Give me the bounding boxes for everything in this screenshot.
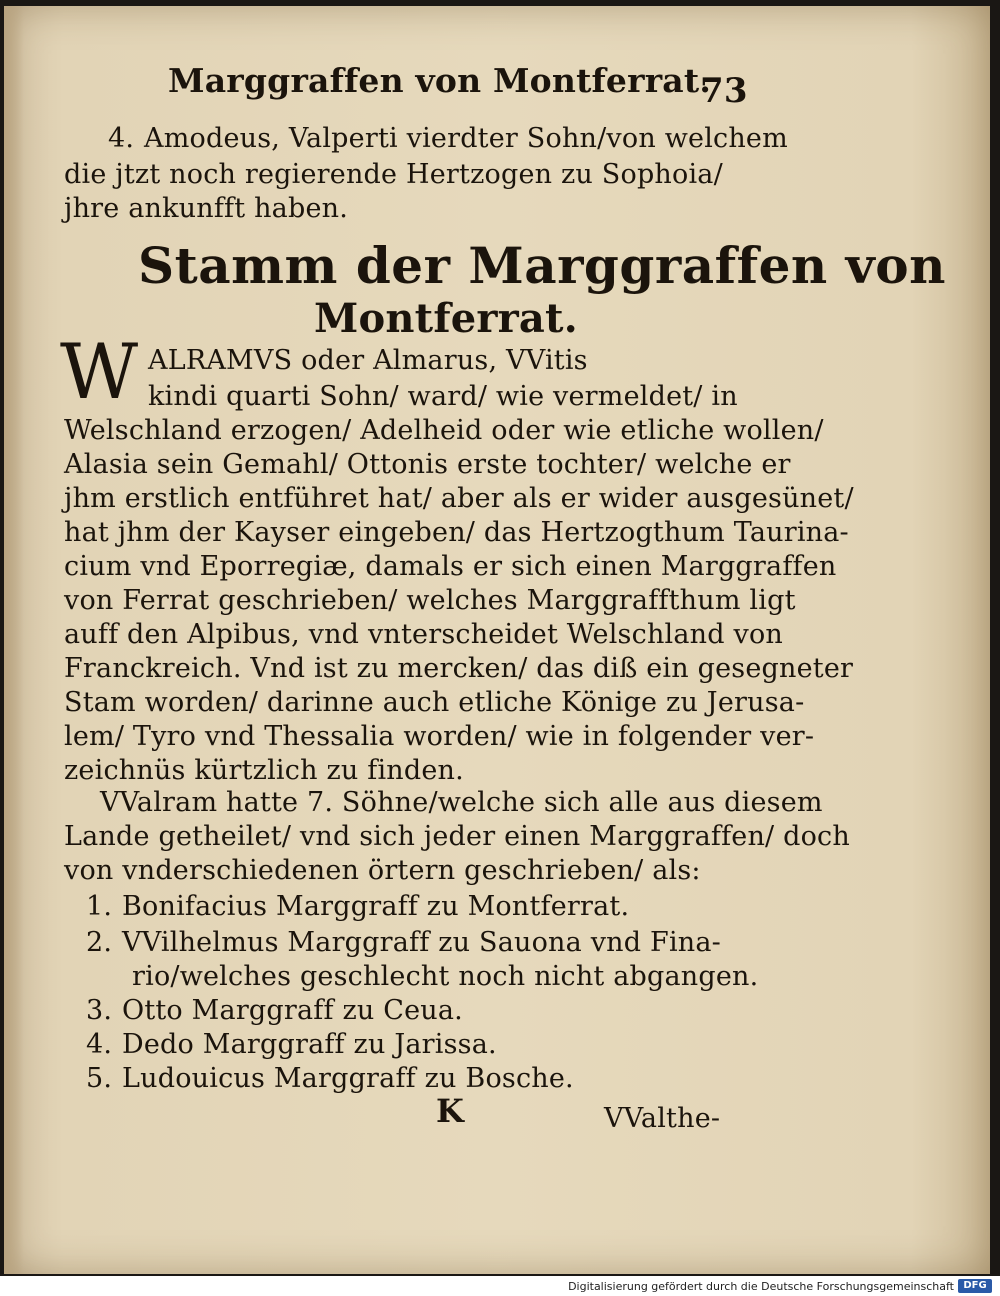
list-item <box>86 926 721 960</box>
paragraph-line: Welschland erzogen/ Adelheid oder wie etliche wollen/ <box>64 415 824 446</box>
list-item-text: VVilhelmus Marggraff zu Sauona vnd Fina- <box>122 927 722 958</box>
paragraph-line: cium vnd Eporregiæ, damals er sich einen Marggraffen <box>64 551 837 582</box>
paragraph-line: Alasia sein Gemahl/ Ottonis erste tochter/ welche er <box>64 449 791 480</box>
list-item-text: Ludouicus Marggraff zu Bosche. <box>122 1063 574 1094</box>
paragraph-line: ALRAMVS oder Almarus, VVitis <box>148 345 588 376</box>
list-item <box>86 890 629 924</box>
intro-item-line <box>108 122 788 156</box>
paragraph-line: Lande getheilet/ vnd sich jeder einen Marggraffen/ doch <box>64 821 850 852</box>
paragraph-line: jhm erstlich entführet hat/ aber als er wider ausgesünet/ <box>64 483 854 514</box>
paragraph-line: kindi quarti Sohn/ ward/ wie vermeldet/ in <box>148 381 738 412</box>
list-item <box>86 1028 497 1062</box>
list-item-text: Dedo Marggraff zu Jarissa. <box>122 1029 497 1060</box>
list-item <box>86 994 463 1028</box>
intro-item-number: 4. <box>108 123 135 154</box>
intro-item-line: die jtzt noch regierende Hertzogen zu Sophoia/ <box>64 159 723 190</box>
paragraph-line: von vnderschiedenen örtern geschrieben/ als: <box>64 855 701 886</box>
list-item-number: 5. <box>86 1063 113 1094</box>
section-heading: Stamm der Marggraffen von <box>138 236 946 295</box>
list-item-number: 3. <box>86 995 113 1026</box>
footer-credit: Digitalisierung gefördert durch die Deutsche Forschungsgemeinschaft <box>568 1280 954 1293</box>
list-item-number: 4. <box>86 1029 113 1060</box>
paragraph-line: Franckreich. Vnd ist zu mercken/ das diß ein gesegneter <box>64 653 854 684</box>
paragraph-line: von Ferrat geschrieben/ welches Marggraffthum ligt <box>64 585 796 616</box>
page-number: 73 <box>700 71 748 111</box>
paragraph-line: auff den Alpibus, vnd vnterscheidet Welschland von <box>64 619 784 650</box>
list-item-text: Bonifacius Marggraff zu Montferrat. <box>122 891 630 922</box>
list-item-text: Otto Marggraff zu Ceua. <box>122 995 463 1026</box>
paragraph-line: Stam worden/ darinne auch etliche Könige zu Jerusa- <box>64 687 805 718</box>
catchword: VValthe- <box>604 1103 721 1134</box>
intro-item-text: Amodeus, Valperti vierdter Sohn/von welchem <box>144 123 788 154</box>
dfg-logo: DFG <box>958 1279 992 1293</box>
running-head-title: Marggraffen von Montferrat. <box>168 61 712 100</box>
paragraph-line: zeichnüs kürtzlich zu finden. <box>64 755 464 786</box>
list-item <box>86 1062 574 1096</box>
paragraph-line: VValram hatte 7. Söhne/welche sich alle aus diesem <box>100 787 823 818</box>
drop-cap: W <box>60 327 139 416</box>
intro-item-line: jhre ankunfft haben. <box>64 193 348 224</box>
section-heading-continued: Montferrat. <box>314 295 578 342</box>
list-item-number: 1. <box>86 891 113 922</box>
list-item-number: 2. <box>86 927 113 958</box>
paragraph-line: lem/ Tyro vnd Thessalia worden/ wie in folgender ver- <box>64 721 815 752</box>
paragraph-line: hat jhm der Kayser eingeben/ das Hertzogthum Taurina- <box>64 517 849 548</box>
list-item-continuation: rio/welches geschlecht noch nicht abgangen. <box>132 961 759 992</box>
page-spine-shadow <box>4 6 24 1274</box>
signature-mark: K <box>436 1092 465 1130</box>
